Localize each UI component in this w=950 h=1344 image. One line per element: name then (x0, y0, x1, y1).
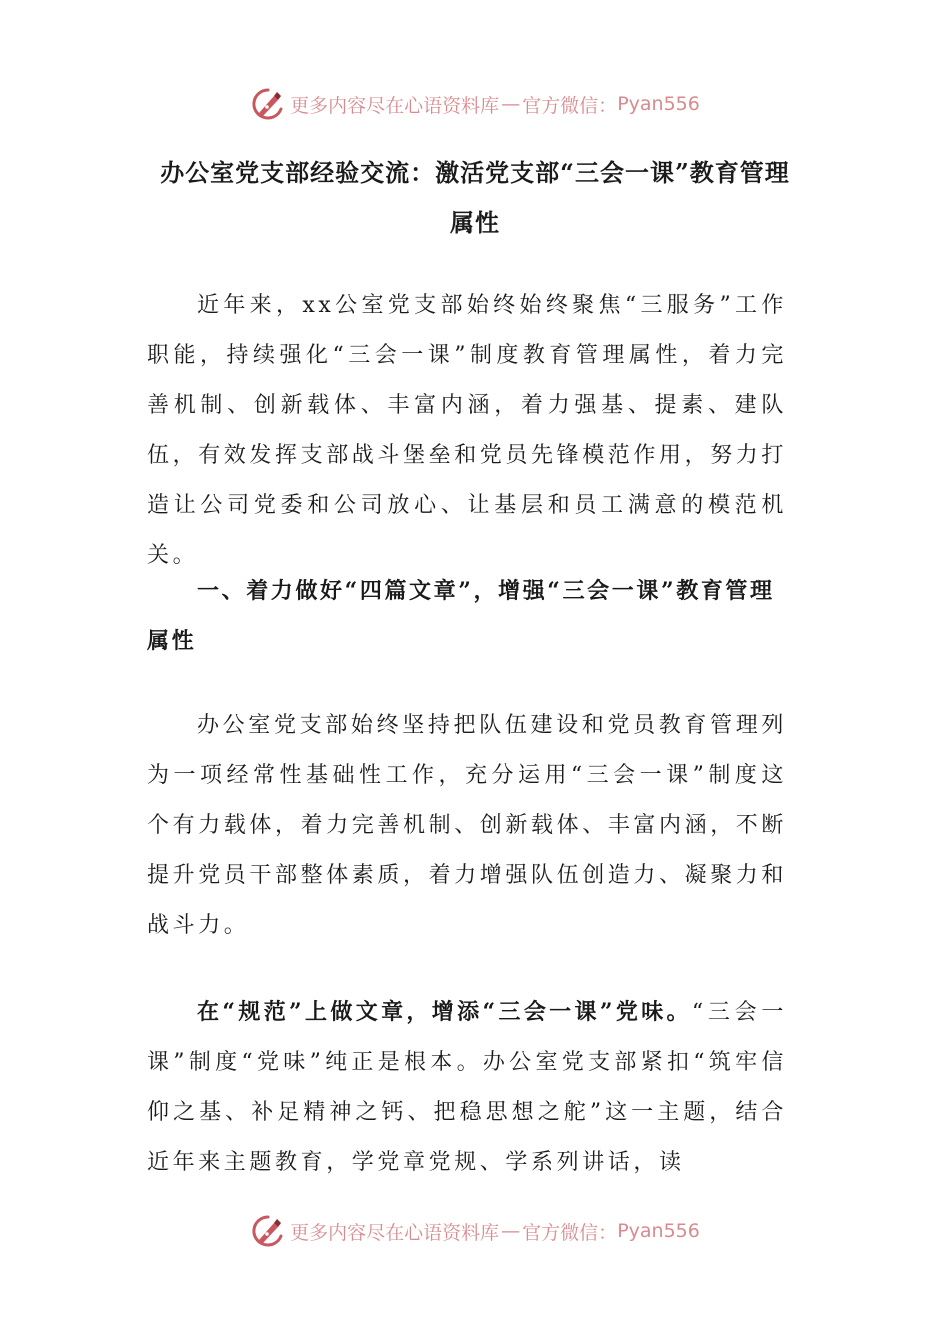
watermark-separator: — (501, 93, 521, 115)
watermark-brand: 更多内容尽在心语资料库 (290, 94, 500, 117)
watermark-handle: Pyan556 (617, 93, 700, 115)
body-paragraph-3 (147, 987, 787, 1188)
pen-nib-circle-icon (250, 86, 286, 122)
body-paragraph-2: 办公室党支部始终坚持把队伍建设和党员教育管理列为一项经常性基础性工作，充分运用“三会一课”制度这个有力载体，着力完善机制、创新载体、丰富内涵，不断提升党员干部整体素质，着力增强队伍创造力、凝聚力和战斗力。 (147, 713, 788, 938)
watermark-account: 官方微信： (522, 1221, 618, 1244)
watermark-footer (0, 1211, 950, 1251)
section-heading-1: 一、着力做好“四篇文章”，增强“三会一课”教育管理属性 (147, 578, 775, 654)
document-title: 办公室党支部经验交流：激活党支部“三会一课”教育管理属性 (160, 158, 790, 237)
watermark-brand: 更多内容尽在心语资料库 (290, 1221, 500, 1244)
watermark-handle: Pyan556 (617, 1220, 700, 1242)
watermark-account: 官方微信： (522, 94, 618, 117)
watermark-separator: — (501, 1220, 521, 1242)
body-paragraph-1: 近年来，xx公室党支部始终始终聚焦“三服务”工作职能，持续强化“三会一课”制度教育管理属性，着力完善机制、创新载体、丰富内涵，着力强基、提素、建队伍，有效发挥支部战斗堡垒和党员先锋模范作用，努力打造让公司党委和公司放心、让基层和员工满意的模范机关。 (147, 293, 788, 568)
paragraph-3-body: “三会一课”制度“党味”纯正是根本。办公室党支部紧扣“筑牢信仰之基、补足精神之钙、把稳思想之舵”这一主题，结合近年来主题教育，学党章党规、学系列讲话，读 (147, 1000, 787, 1175)
pen-nib-circle-icon (250, 1213, 286, 1249)
watermark-header (0, 84, 950, 124)
paragraph-3-lead: 在“规范”上做文章，增添“三会一课”党味。 (197, 999, 692, 1025)
